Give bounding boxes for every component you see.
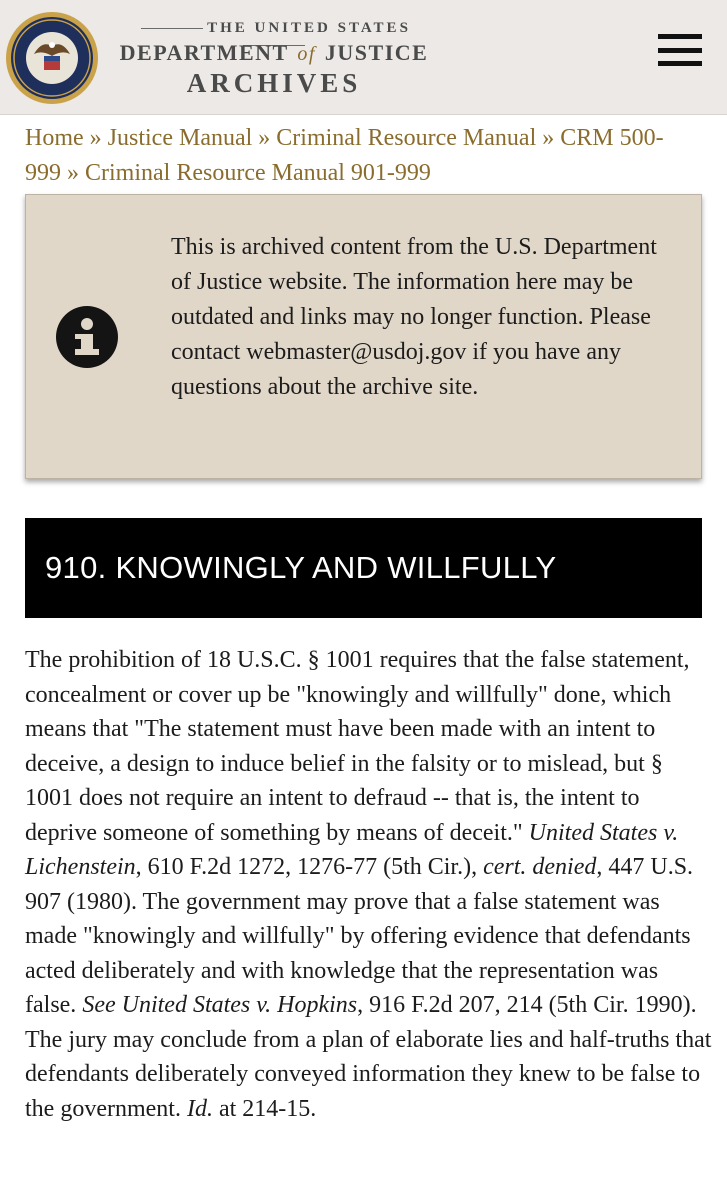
body-text-segment: , 447 U.S. 907 (1980). The government may prove that a false statement was made "knowingly and willfully" by offering evidence that defendants acted deliberately and with knowledge that the representation was false. bbox=[25, 854, 694, 1018]
breadcrumb-justice-manual[interactable]: Justice Manual bbox=[107, 125, 253, 151]
case-citation: United States v. Lichenstein bbox=[25, 819, 679, 880]
breadcrumb-criminal-resource-manual[interactable]: Criminal Resource Manual bbox=[276, 125, 537, 151]
archive-notice-text: This is archived content from the U.S. Department of Justice website. The information here may be outdated and links may no longer function. Please contact webmaster@usdoj.gov if you have any questions about the archive site. bbox=[171, 234, 657, 400]
breadcrumb-separator: » bbox=[67, 160, 79, 186]
body-paragraph bbox=[25, 643, 715, 1126]
id-citation: Id. bbox=[186, 1095, 213, 1122]
site-header bbox=[0, 0, 727, 115]
doj-seal-icon[interactable] bbox=[4, 10, 100, 106]
breadcrumb-separator: » bbox=[542, 125, 555, 151]
hamburger-menu-icon[interactable] bbox=[650, 28, 710, 72]
info-icon bbox=[56, 306, 118, 368]
body-text-segment: The prohibition of 18 U.S.C. § 1001 requires that the false statement, concealment or cover up be "knowingly and willfully" done, which means that "The statement must have been made with an intent to deceive, a design to induce belief in the falsity or to mislead, but § 1001 does not require an intent to defraud -- that is, the intent to deprive someone of something by means of deceit." bbox=[25, 647, 690, 846]
archive-notice bbox=[25, 194, 702, 479]
breadcrumb-crm-500-999[interactable]: CRM 500-999 bbox=[25, 125, 664, 186]
breadcrumb-home[interactable]: Home bbox=[25, 125, 84, 151]
breadcrumb bbox=[25, 121, 715, 191]
logo-line-3: ARCHIVES bbox=[186, 68, 362, 98]
body-text-segment: , 610 F.2d 1272, 1276-77 (5th Cir.), bbox=[135, 854, 484, 880]
body-text-segment: , 916 F.2d 207, 214 (5th Cir. 1990). The jury may conclude from a plan of elaborate lies and half-truths that defendants deliberately conveyed information they knew to be false to the government. bbox=[25, 992, 712, 1122]
section-title: 910. KNOWINGLY AND WILLFULLY bbox=[25, 518, 702, 618]
body-text-segment: at 214-15. bbox=[212, 1095, 317, 1122]
logo-line-2: DEPARTMENT of JUSTICE bbox=[119, 40, 429, 65]
breadcrumb-separator: » bbox=[258, 125, 271, 151]
breadcrumb-separator: » bbox=[89, 125, 102, 151]
site-logo[interactable] bbox=[104, 14, 444, 106]
case-citation: See United States v. Hopkins bbox=[82, 992, 358, 1018]
logo-line-1: THE UNITED STATES bbox=[104, 20, 444, 54]
cert-denied-citation: cert. denied bbox=[483, 854, 597, 880]
breadcrumb-crm-901-999[interactable]: Criminal Resource Manual 901-999 bbox=[85, 160, 431, 186]
